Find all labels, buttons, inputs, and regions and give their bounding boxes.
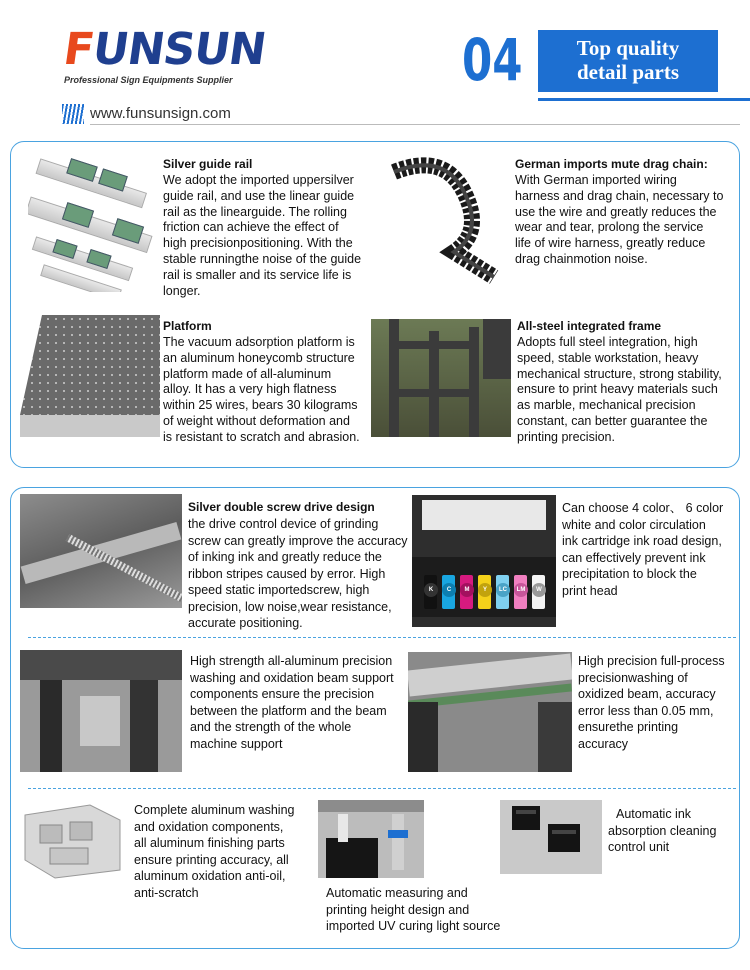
ink-label-c: C [442, 583, 456, 597]
screw-drive-title: Silver double screw drive design [188, 500, 375, 514]
cleaning-unit-text: Automatic ink absorption cleaning control unit [608, 807, 717, 854]
guide-rail-image [28, 152, 156, 292]
section-number: 04 [462, 26, 523, 94]
ink-cartridge-image [412, 495, 556, 627]
drag-chain-image [384, 152, 510, 287]
ink-label-m: M [460, 583, 474, 597]
beam-support-image [20, 650, 182, 772]
header-divider [538, 98, 750, 101]
section2-divider-2 [28, 788, 736, 789]
washing-components-text: Complete aluminum washing and oxidation components, all aluminum finishing parts ensure printing accuracy, all aluminum oxidation anti-oil, anti-scratch [134, 803, 295, 900]
measuring-uv-image [318, 800, 424, 878]
logo-slogan: Professional Sign Equipments Supplier [64, 75, 233, 85]
url-stripes-icon [62, 104, 84, 124]
section-title-line1: Top quality [576, 36, 680, 60]
ink-label-y: Y [478, 583, 492, 597]
url-underline [90, 124, 740, 125]
section-title-line2: detail parts [576, 60, 680, 84]
steel-frame-image [371, 319, 511, 437]
steel-frame-title: All-steel integrated frame [517, 319, 662, 333]
section2-divider-1 [28, 637, 736, 638]
washing-components-image [20, 800, 126, 880]
drag-chain-title: German imports mute drag chain: [515, 157, 708, 171]
guide-rail-text: We adopt the imported uppersilver guide rail, and use the linear guide rail as the linearguide. The rolling friction can achieve the effect of high precisionpositioning. With the stable runningthe noise of the guide rail is smaller and its service life is longer. [163, 173, 362, 298]
ink-label-lm: LM [514, 583, 528, 597]
beam-precision-image [408, 652, 572, 772]
platform-title: Platform [163, 319, 212, 333]
ink-label-w: W [532, 583, 546, 597]
cleaning-unit-image [500, 800, 602, 874]
drag-chain-text: With German imported wiring harness and drag chain, necessary to use the wire and greatly reduces the wear and tear, prolong the service life of wire harness, greatly reduce drag chainmotion noise. [515, 173, 724, 266]
beam-precision-text: High precision full-process precisionwashing of oxidized beam, accuracy error less than 0.05 mm, ensurethe printing accuracy [578, 654, 725, 751]
guide-rail-title: Silver guide rail [163, 157, 253, 171]
website-url[interactable]: www.funsunsign.com [90, 105, 231, 122]
ink-label-k: K [424, 583, 438, 597]
ink-label-lc: LC [496, 583, 510, 597]
section-title-box [538, 30, 718, 92]
funsun-logo: FUNSUN [60, 24, 269, 75]
ink-cartridge-text: Can choose 4 color、 6 color white and color circulation ink cartridge ink road design, can effectively prevent ink precipitation to block the print head [562, 501, 724, 598]
screw-drive-image [20, 494, 182, 608]
platform-image [20, 315, 160, 437]
screw-drive-text: the drive control device of grinding screw can greatly improve the accuracy of inking ink and greatly reduce the ribbon stripes caused by error. High speed static importedscrew, high precision, low noise,wear resistance, accurate positioning. [188, 517, 408, 630]
steel-frame-text: Adopts full steel integration, high speed, stable workstation, heavy mechanical structure, strong stability, ensure to print heavy materials such as marble, mechanical precision constant, can better guarantee the printing precision. [517, 335, 722, 444]
beam-support-text: High strength all-aluminum precision washing and oxidation beam support components ensure the precision between the platform and the beam and the strength of the whole machine support [190, 654, 394, 751]
platform-text: The vacuum adsorption platform is an aluminum honeycomb structure platform made of all-aluminum alloy. It has a very high flatness within 25 wires, bears 30 kilograms of weight without deformation and is resistant to scratch and abrasion. [163, 335, 360, 444]
measuring-uv-text: Automatic measuring and printing height design and imported UV curing light source [326, 886, 501, 933]
